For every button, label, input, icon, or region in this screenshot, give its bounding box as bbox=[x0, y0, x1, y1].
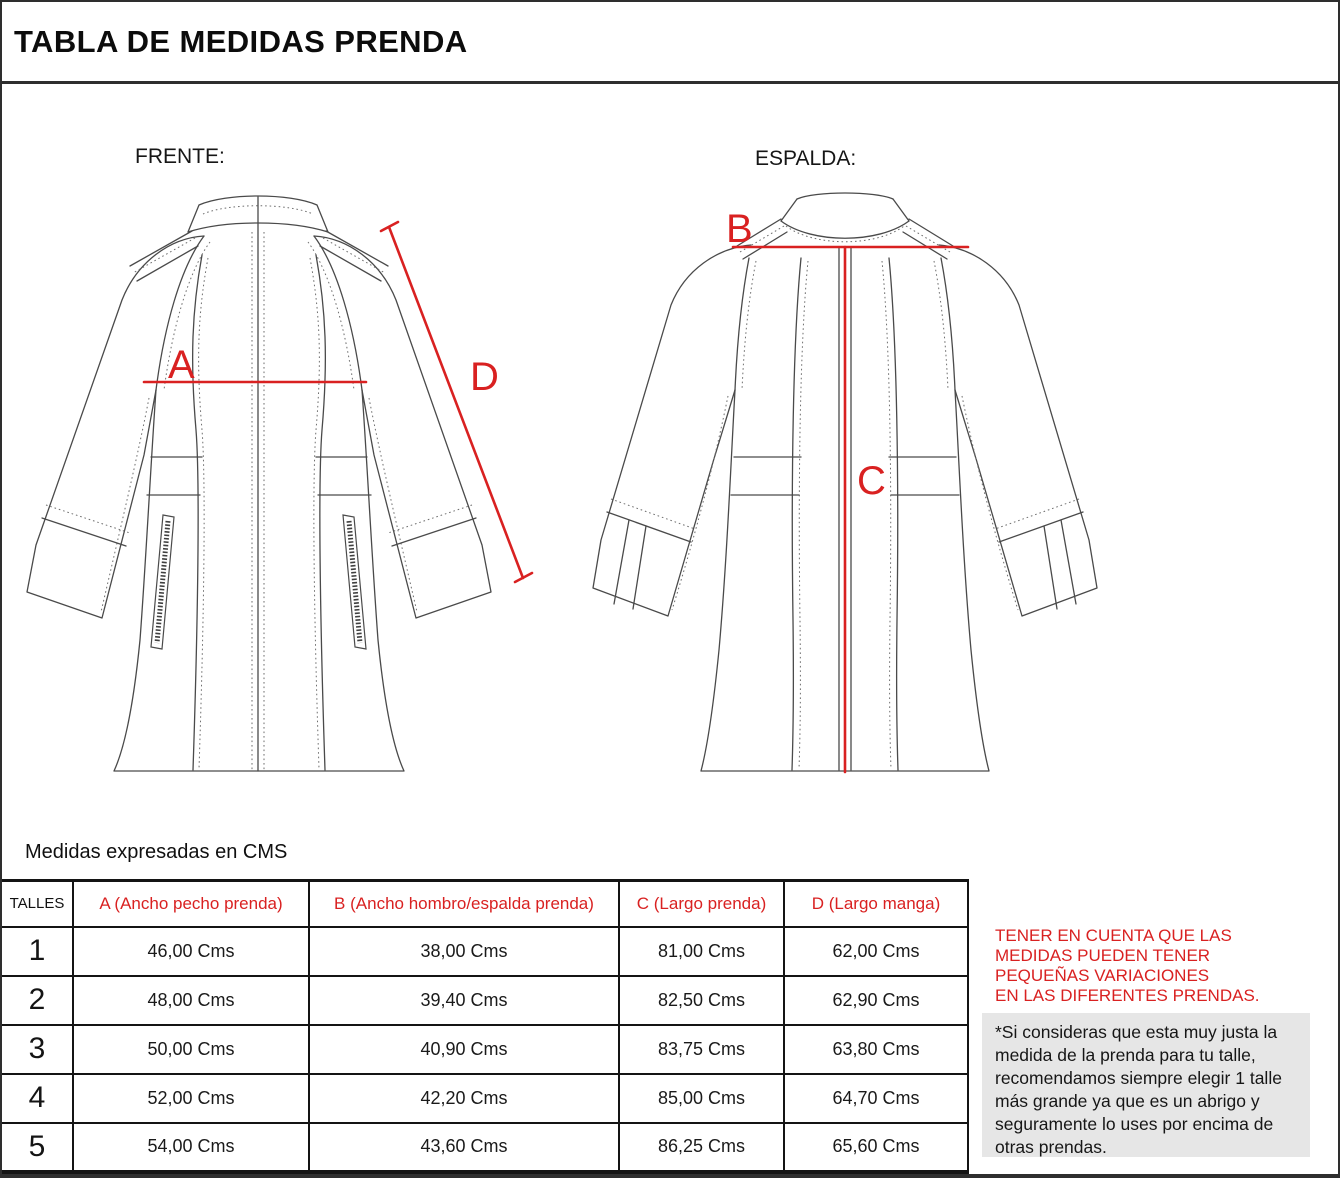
size-cell: 64,70 Cms bbox=[784, 1074, 968, 1123]
table-row bbox=[1, 976, 968, 1025]
warning-line: EN LAS DIFERENTES PRENDAS. bbox=[995, 986, 1260, 1005]
front-coat-drawing bbox=[27, 196, 532, 771]
warning-line: TENER EN CUENTA QUE LAS bbox=[995, 926, 1232, 945]
size-table bbox=[0, 879, 969, 1174]
size-cell: 82,50 Cms bbox=[619, 976, 784, 1025]
size-cell: 62,00 Cms bbox=[784, 927, 968, 976]
front-view-label: FRENTE: bbox=[135, 145, 225, 168]
measure-label-d: D bbox=[470, 355, 499, 399]
advice-note: *Si consideras que esta muy justa la medida de la prenda para tu talle, recomendamos siempre elegir 1 talle más grande ya que es un abrigo y seguramente lo uses por encima de otras prendas. bbox=[982, 1013, 1310, 1157]
warning-note bbox=[995, 926, 1260, 1006]
size-cell: 42,20 Cms bbox=[309, 1074, 619, 1123]
size-cell: 40,90 Cms bbox=[309, 1025, 619, 1074]
talle-cell: 4 bbox=[1, 1074, 73, 1123]
units-note: Medidas expresadas en CMS bbox=[25, 841, 288, 863]
warning-line: PEQUEÑAS VARIACIONES bbox=[995, 966, 1210, 985]
size-cell: 46,00 Cms bbox=[73, 927, 309, 976]
table-row bbox=[1, 927, 968, 976]
size-cell: 52,00 Cms bbox=[73, 1074, 309, 1123]
talle-cell: 3 bbox=[1, 1025, 73, 1074]
back-coat-drawing bbox=[593, 193, 1097, 772]
size-cell: 62,90 Cms bbox=[784, 976, 968, 1025]
talle-cell: 1 bbox=[1, 927, 73, 976]
page-title: TABLA DE MEDIDAS PRENDA bbox=[14, 24, 468, 59]
table-row bbox=[1, 1074, 968, 1123]
header-ancho-pecho: A (Ancho pecho prenda) bbox=[73, 881, 309, 927]
size-cell: 85,00 Cms bbox=[619, 1074, 784, 1123]
talle-cell: 5 bbox=[1, 1123, 73, 1172]
header-largo-prenda: C (Largo prenda) bbox=[619, 881, 784, 927]
size-cell: 39,40 Cms bbox=[309, 976, 619, 1025]
table-row bbox=[1, 1025, 968, 1074]
size-cell: 65,60 Cms bbox=[784, 1123, 968, 1172]
measure-label-b: B bbox=[726, 207, 753, 251]
title-bar bbox=[0, 0, 1340, 84]
size-cell: 48,00 Cms bbox=[73, 976, 309, 1025]
size-cell: 54,00 Cms bbox=[73, 1123, 309, 1172]
back-view-label: ESPALDA: bbox=[755, 147, 857, 170]
size-cell: 81,00 Cms bbox=[619, 927, 784, 976]
header-ancho-hombro: B (Ancho hombro/espalda prenda) bbox=[309, 881, 619, 927]
warning-line: MEDIDAS PUEDEN TENER bbox=[995, 946, 1211, 965]
measure-label-a: A bbox=[168, 343, 195, 387]
size-cell: 50,00 Cms bbox=[73, 1025, 309, 1074]
size-cell: 86,25 Cms bbox=[619, 1123, 784, 1172]
talle-cell: 2 bbox=[1, 976, 73, 1025]
measure-label-c: C bbox=[857, 459, 886, 503]
size-cell: 63,80 Cms bbox=[784, 1025, 968, 1074]
size-cell: 83,75 Cms bbox=[619, 1025, 784, 1074]
size-cell: 38,00 Cms bbox=[309, 927, 619, 976]
header-talles: TALLES bbox=[1, 881, 73, 927]
size-table-header-row bbox=[1, 881, 968, 927]
size-cell: 43,60 Cms bbox=[309, 1123, 619, 1172]
header-largo-manga: D (Largo manga) bbox=[784, 881, 968, 927]
table-row bbox=[1, 1123, 968, 1172]
